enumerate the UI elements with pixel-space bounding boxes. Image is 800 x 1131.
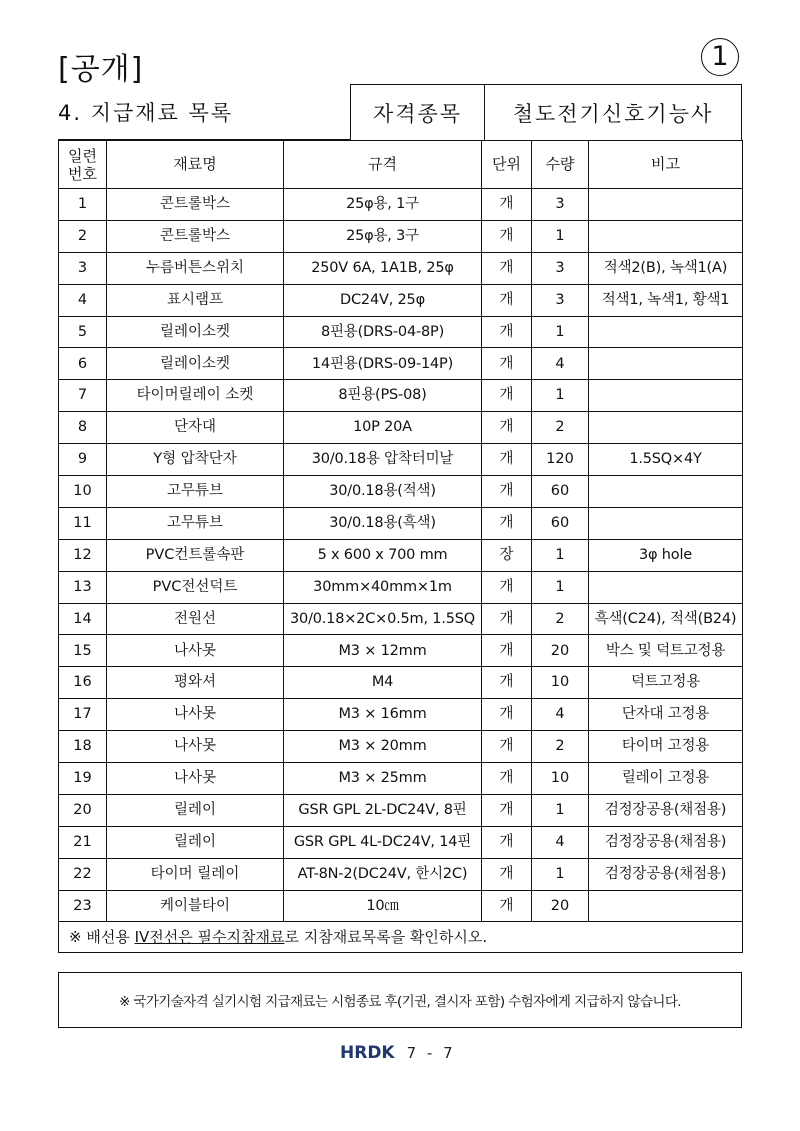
table-header-row bbox=[59, 141, 743, 189]
cell-qty: 4 bbox=[532, 826, 589, 858]
cell-unit: 개 bbox=[482, 444, 532, 476]
materials-table bbox=[58, 140, 743, 953]
cell-spec: 250V 6A, 1A1B, 25φ bbox=[284, 252, 482, 284]
cell-note bbox=[589, 220, 743, 252]
cell-no: 4 bbox=[59, 284, 107, 316]
cell-name: 표시램프 bbox=[107, 284, 284, 316]
cell-unit: 장 bbox=[482, 539, 532, 571]
cell-note: 덕트고정용 bbox=[589, 667, 743, 699]
cell-name: 콘트롤박스 bbox=[107, 189, 284, 221]
cell-note: 타이머 고정용 bbox=[589, 731, 743, 763]
cell-spec: 25φ용, 1구 bbox=[284, 189, 482, 221]
table-row bbox=[59, 316, 743, 348]
cell-unit: 개 bbox=[482, 252, 532, 284]
cell-no: 15 bbox=[59, 635, 107, 667]
footnote-emphasis: IV전선은 필수지참재료 bbox=[134, 927, 285, 946]
table-row bbox=[59, 731, 743, 763]
cell-qty: 3 bbox=[532, 284, 589, 316]
table-row bbox=[59, 444, 743, 476]
table-row bbox=[59, 284, 743, 316]
cell-unit: 개 bbox=[482, 348, 532, 380]
table-row bbox=[59, 763, 743, 795]
cell-no: 18 bbox=[59, 731, 107, 763]
cell-spec: AT-8N-2(DC24V, 한시2C) bbox=[284, 858, 482, 890]
table-row bbox=[59, 858, 743, 890]
cell-spec: 14핀용(DRS-09-14P) bbox=[284, 348, 482, 380]
cell-unit: 개 bbox=[482, 220, 532, 252]
column-header-spec: 규격 bbox=[284, 141, 482, 189]
cert-label: 자격종목 bbox=[350, 84, 485, 140]
cell-note bbox=[589, 189, 743, 221]
cell-name: 나사못 bbox=[107, 699, 284, 731]
cell-qty: 4 bbox=[532, 348, 589, 380]
footnote-prefix: ※ 배선용 bbox=[69, 927, 135, 946]
cell-note bbox=[589, 507, 743, 539]
cell-name: 타이머 릴레이 bbox=[107, 858, 284, 890]
cell-note: 1.5SQ×4Y bbox=[589, 444, 743, 476]
section-title: 4. 지급재료 목록 bbox=[58, 84, 350, 140]
footnote-suffix: 로 지참재료목록을 확인하시오. bbox=[284, 927, 488, 946]
cell-qty: 3 bbox=[532, 189, 589, 221]
footnote-row bbox=[59, 922, 743, 953]
cell-note: 검정장공용(채점용) bbox=[589, 826, 743, 858]
cell-no: 17 bbox=[59, 699, 107, 731]
table-row bbox=[59, 220, 743, 252]
cell-note bbox=[589, 476, 743, 508]
cell-no: 6 bbox=[59, 348, 107, 380]
section-header bbox=[58, 84, 742, 140]
table-row bbox=[59, 507, 743, 539]
cell-unit: 개 bbox=[482, 667, 532, 699]
cell-no: 7 bbox=[59, 380, 107, 412]
cell-spec: 30mm×40mm×1m bbox=[284, 571, 482, 603]
cell-unit: 개 bbox=[482, 476, 532, 508]
column-header-no: 일련 번호 bbox=[59, 141, 107, 189]
cell-spec: 10㎝ bbox=[284, 890, 482, 922]
column-header-unit: 단위 bbox=[482, 141, 532, 189]
cell-no: 23 bbox=[59, 890, 107, 922]
cell-qty: 60 bbox=[532, 476, 589, 508]
cell-spec: GSR GPL 4L-DC24V, 14핀 bbox=[284, 826, 482, 858]
cell-name: 나사못 bbox=[107, 635, 284, 667]
cell-note: 릴레이 고정용 bbox=[589, 763, 743, 795]
cell-unit: 개 bbox=[482, 316, 532, 348]
cell-spec: 30/0.18×2C×0.5m, 1.5SQ bbox=[284, 603, 482, 635]
cell-name: 나사못 bbox=[107, 763, 284, 795]
footer bbox=[340, 1043, 456, 1063]
cell-qty: 2 bbox=[532, 603, 589, 635]
cell-qty: 10 bbox=[532, 763, 589, 795]
cell-name: PVC컨트롤속판 bbox=[107, 539, 284, 571]
table-row bbox=[59, 667, 743, 699]
cell-unit: 개 bbox=[482, 731, 532, 763]
cell-unit: 개 bbox=[482, 571, 532, 603]
cell-note: 검정장공용(채점용) bbox=[589, 794, 743, 826]
cell-no: 14 bbox=[59, 603, 107, 635]
cell-name: PVC전선덕트 bbox=[107, 571, 284, 603]
cell-name: 평와셔 bbox=[107, 667, 284, 699]
cell-name: 릴레이 bbox=[107, 794, 284, 826]
cell-qty: 10 bbox=[532, 667, 589, 699]
table-row bbox=[59, 571, 743, 603]
cell-note bbox=[589, 890, 743, 922]
cell-note bbox=[589, 380, 743, 412]
cell-qty: 1 bbox=[532, 380, 589, 412]
table-row bbox=[59, 476, 743, 508]
cell-no: 5 bbox=[59, 316, 107, 348]
cell-name: 단자대 bbox=[107, 412, 284, 444]
page-number: 7 - 7 bbox=[406, 1044, 456, 1062]
cell-note: 검정장공용(채점용) bbox=[589, 858, 743, 890]
column-header-name: 재료명 bbox=[107, 141, 284, 189]
cell-note: 흑색(C24), 적색(B24) bbox=[589, 603, 743, 635]
cell-qty: 60 bbox=[532, 507, 589, 539]
cell-name: 누름버튼스위치 bbox=[107, 252, 284, 284]
cell-qty: 2 bbox=[532, 412, 589, 444]
cell-no: 3 bbox=[59, 252, 107, 284]
cell-qty: 1 bbox=[532, 794, 589, 826]
cell-unit: 개 bbox=[482, 412, 532, 444]
cell-unit: 개 bbox=[482, 507, 532, 539]
cell-no: 8 bbox=[59, 412, 107, 444]
cell-qty: 20 bbox=[532, 635, 589, 667]
table-row bbox=[59, 539, 743, 571]
cell-note: 단자대 고정용 bbox=[589, 699, 743, 731]
cell-spec: 5 x 600 x 700 mm bbox=[284, 539, 482, 571]
page-circle-number: 1 bbox=[701, 38, 739, 76]
notice-box bbox=[58, 972, 742, 1028]
table-row bbox=[59, 794, 743, 826]
cell-qty: 1 bbox=[532, 539, 589, 571]
cell-unit: 개 bbox=[482, 635, 532, 667]
cell-unit: 개 bbox=[482, 380, 532, 412]
cell-spec: M3 × 16mm bbox=[284, 699, 482, 731]
cell-no: 21 bbox=[59, 826, 107, 858]
cell-qty: 4 bbox=[532, 699, 589, 731]
cell-unit: 개 bbox=[482, 826, 532, 858]
cell-name: 고무튜브 bbox=[107, 476, 284, 508]
table-row bbox=[59, 412, 743, 444]
footnote-cell bbox=[59, 922, 743, 953]
cell-unit: 개 bbox=[482, 284, 532, 316]
notice-text: ※ 국가기술자격 실기시험 지급재료는 시험종료 후(기권, 결시자 포함) 수험자에게 지급하지 않습니다. bbox=[119, 994, 681, 1010]
cell-no: 1 bbox=[59, 189, 107, 221]
table-row bbox=[59, 826, 743, 858]
cell-spec: M4 bbox=[284, 667, 482, 699]
cell-no: 20 bbox=[59, 794, 107, 826]
cell-note bbox=[589, 412, 743, 444]
cell-no: 10 bbox=[59, 476, 107, 508]
cell-spec: 8핀용(DRS-04-8P) bbox=[284, 316, 482, 348]
table-row bbox=[59, 348, 743, 380]
cell-spec: 30/0.18용 압착터미날 bbox=[284, 444, 482, 476]
cell-name: 나사못 bbox=[107, 731, 284, 763]
cell-qty: 1 bbox=[532, 220, 589, 252]
cell-unit: 개 bbox=[482, 763, 532, 795]
cell-unit: 개 bbox=[482, 858, 532, 890]
cell-spec: 10P 20A bbox=[284, 412, 482, 444]
cell-no: 22 bbox=[59, 858, 107, 890]
cell-note bbox=[589, 571, 743, 603]
cell-name: 릴레이소켓 bbox=[107, 316, 284, 348]
cell-name: 타이머릴레이 소켓 bbox=[107, 380, 284, 412]
cell-spec: M3 × 25mm bbox=[284, 763, 482, 795]
cell-name: 콘트롤박스 bbox=[107, 220, 284, 252]
cell-qty: 1 bbox=[532, 858, 589, 890]
cell-name: 전원선 bbox=[107, 603, 284, 635]
table-row bbox=[59, 252, 743, 284]
table-body bbox=[59, 189, 743, 922]
cell-unit: 개 bbox=[482, 890, 532, 922]
cell-spec: GSR GPL 2L-DC24V, 8핀 bbox=[284, 794, 482, 826]
cell-qty: 120 bbox=[532, 444, 589, 476]
cell-no: 2 bbox=[59, 220, 107, 252]
cell-spec: M3 × 20mm bbox=[284, 731, 482, 763]
column-header-note: 비고 bbox=[589, 141, 743, 189]
cell-no: 11 bbox=[59, 507, 107, 539]
disclosure-label: [공개] bbox=[58, 52, 144, 87]
cell-note: 3φ hole bbox=[589, 539, 743, 571]
cell-spec: 30/0.18용(흑색) bbox=[284, 507, 482, 539]
table-row bbox=[59, 603, 743, 635]
cell-name: 고무튜브 bbox=[107, 507, 284, 539]
cell-spec: 30/0.18용(적색) bbox=[284, 476, 482, 508]
cell-qty: 2 bbox=[532, 731, 589, 763]
cell-note bbox=[589, 348, 743, 380]
cell-spec: M3 × 12mm bbox=[284, 635, 482, 667]
hrdk-logo: HRDK bbox=[340, 1043, 395, 1063]
cell-spec: 25φ용, 3구 bbox=[284, 220, 482, 252]
cell-unit: 개 bbox=[482, 794, 532, 826]
cell-no: 9 bbox=[59, 444, 107, 476]
cell-spec: DC24V, 25φ bbox=[284, 284, 482, 316]
cell-note: 적색1, 녹색1, 황색1 bbox=[589, 284, 743, 316]
cell-note: 박스 및 덕트고정용 bbox=[589, 635, 743, 667]
cell-qty: 1 bbox=[532, 316, 589, 348]
table-row bbox=[59, 189, 743, 221]
cell-name: 릴레이소켓 bbox=[107, 348, 284, 380]
cell-name: Y형 압착단자 bbox=[107, 444, 284, 476]
table-row bbox=[59, 635, 743, 667]
cell-qty: 1 bbox=[532, 571, 589, 603]
cert-value: 철도전기신호기능사 bbox=[485, 84, 742, 140]
cell-name: 릴레이 bbox=[107, 826, 284, 858]
table-row bbox=[59, 890, 743, 922]
cell-unit: 개 bbox=[482, 189, 532, 221]
cell-spec: 8핀용(PS-08) bbox=[284, 380, 482, 412]
cell-unit: 개 bbox=[482, 699, 532, 731]
cell-note bbox=[589, 316, 743, 348]
cell-no: 12 bbox=[59, 539, 107, 571]
table-row bbox=[59, 380, 743, 412]
cell-no: 16 bbox=[59, 667, 107, 699]
cell-unit: 개 bbox=[482, 603, 532, 635]
cell-qty: 3 bbox=[532, 252, 589, 284]
table-row bbox=[59, 699, 743, 731]
column-header-qty: 수량 bbox=[532, 141, 589, 189]
cell-no: 19 bbox=[59, 763, 107, 795]
cell-no: 13 bbox=[59, 571, 107, 603]
cell-name: 케이블타이 bbox=[107, 890, 284, 922]
cell-qty: 20 bbox=[532, 890, 589, 922]
cell-note: 적색2(B), 녹색1(A) bbox=[589, 252, 743, 284]
